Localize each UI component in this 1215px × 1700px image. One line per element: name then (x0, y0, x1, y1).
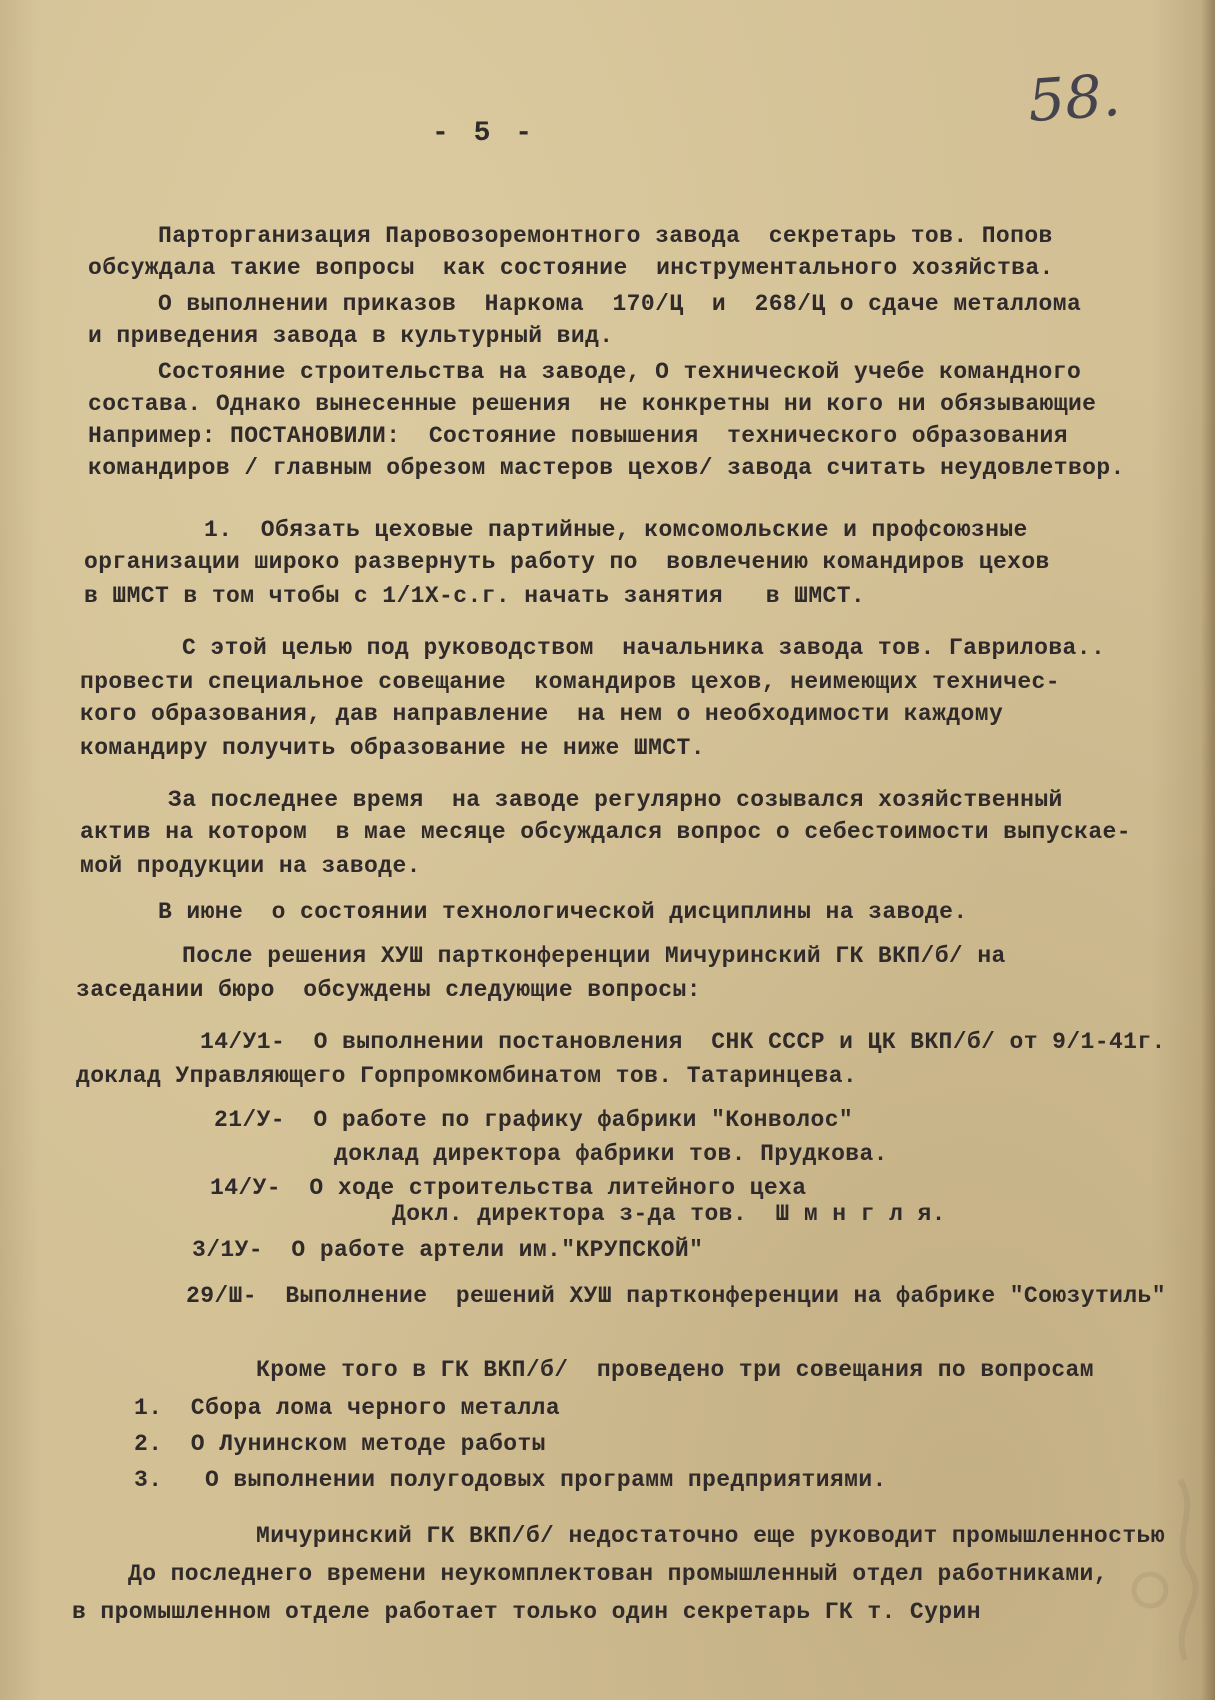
text-line: актив на котором в мае месяце обсуждался вопрос о себестоимости выпускае- (80, 819, 1131, 845)
text-line: кого образования, дав направление на нем о необходимости каждому (80, 701, 1004, 727)
text-line: 14/У1- О выполнении постановления СНК СССР и ЦК ВКП/б/ от 9/1-41г. (200, 1029, 1166, 1055)
text-line: Например: ПОСТАНОВИЛИ: Состояние повышения технического образования (88, 423, 1068, 449)
text-line: состава. Однако вынесенные решения не конкретны ни кого ни обязывающие (88, 391, 1097, 417)
text-line: Мичуринский ГК ВКП/б/ недостаточно еще руководит промышленностью (256, 1523, 1165, 1549)
paper-edge-shadow (1201, 0, 1215, 1700)
text-line: заседании бюро обсуждены следующие вопросы: (76, 977, 701, 1003)
text-line: 2. О Лунинском методе работы (134, 1431, 546, 1457)
text-line: В июне о состоянии технологической дисциплины на заводе. (158, 899, 968, 925)
text-line: мой продукции на заводе. (80, 853, 421, 879)
text-line: в промышленном отделе работает только один секретарь ГК т. Сурин (72, 1599, 981, 1625)
text-line: 21/У- О работе по графику фабрики "Конволос" (214, 1107, 854, 1133)
text-line: Парторганизация Паровозоремонтного завода секретарь тов. Попов (158, 223, 1053, 249)
folio-number: 58. (1025, 60, 1123, 136)
text-line: доклад Управляющего Горпромкомбинатом тов. Татаринцева. (76, 1063, 858, 1089)
text-line: в ШМСТ в том чтобы с 1/1Х-с.г. начать занятия в ШМСТ. (84, 583, 866, 609)
page-number: - 5 - (432, 118, 537, 149)
text-line: Докл. директора з-да тов. Ш м н г л я. (392, 1201, 946, 1227)
text-line: и приведения завода в культурный вид. (88, 323, 614, 349)
text-line: Состояние строительства на заводе, О технической учебе командного (158, 359, 1082, 385)
text-line: Кроме того в ГК ВКП/б/ проведено три совещания по вопросам (256, 1357, 1094, 1383)
text-line: С этой целью под руководством начальника завода тов. Гаврилова.. (182, 635, 1106, 661)
text-line: 1. Обязать цеховые партийные, комсомольские и профсоюзные (204, 517, 1028, 543)
text-line: 29/Ш- Выполнение решений ХУШ партконференции на фабрике "Союзутиль" (186, 1283, 1166, 1309)
text-line: 14/У- О ходе строительства литейного цеха (210, 1175, 807, 1201)
text-line: До последнего времени неукомплектован промышленный отдел работниками, (128, 1561, 1108, 1587)
text-line: командиров / главным обрезом мастеров цехов/ завода считать неудовлетвор. (88, 455, 1125, 481)
text-line: После решения ХУШ партконференции Мичуринский ГК ВКП/б/ на (182, 943, 1006, 969)
text-line: обсуждала такие вопросы как состояние инструментального хозяйства. (88, 255, 1054, 281)
text-line: организации широко развернуть работу по вовлечению командиров цехов (84, 549, 1050, 575)
text-line: О выполнении приказов Наркома 170/Ц и 268/Ц о сдаче металлома (158, 291, 1082, 317)
text-line: доклад директора фабрики тов. Прудкова. (334, 1141, 888, 1167)
text-line: 1. Сбора лома черного металла (134, 1395, 561, 1421)
text-line: 3. О выполнении полугодовых программ предприятиями. (134, 1467, 887, 1493)
text-line: 3/1У- О работе артели им."КРУПСКОЙ" (192, 1237, 704, 1263)
text-line: командиру получить образование не ниже ШМСТ. (80, 735, 705, 761)
text-line: За последнее время на заводе регулярно созывался хозяйственный (168, 787, 1063, 813)
text-line: провести специальное совещание командиров цехов, неимеющих техничес- (80, 669, 1060, 695)
watermark-mark (1110, 1470, 1210, 1670)
